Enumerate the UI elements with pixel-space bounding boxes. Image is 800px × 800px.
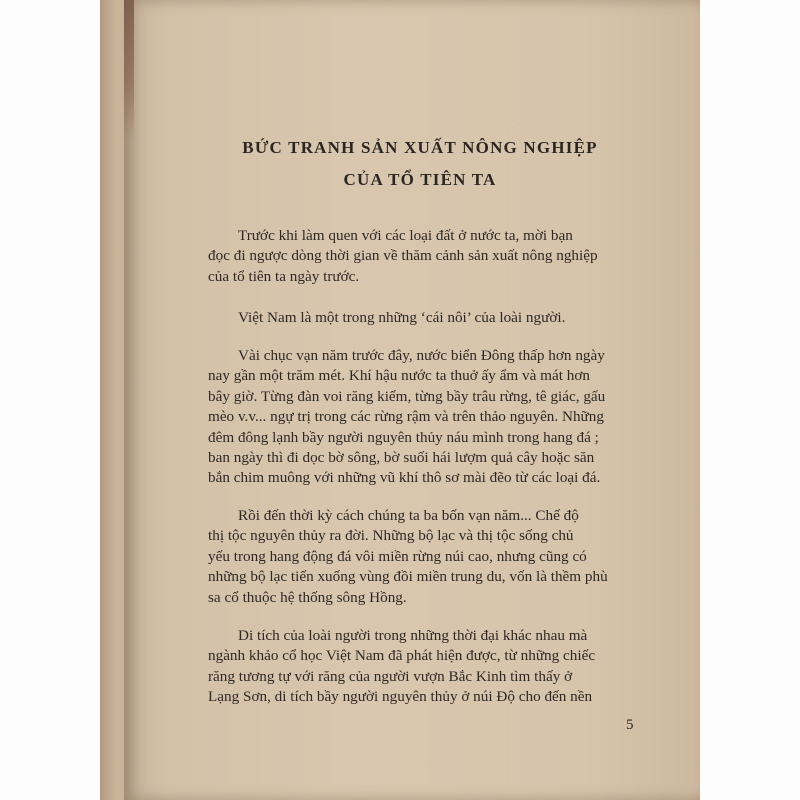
text-line: Việt Nam là một trong những ‘cái nôi’ của loài người.	[238, 309, 566, 326]
text-line: ban ngày thì đi dọc bờ sông, bờ suối hái lượm quả cây hoặc săn	[208, 449, 595, 467]
text-line: đêm đông lạnh bầy người nguyên thủy náu mình trong hang đá ;	[208, 428, 599, 446]
text-line: Trước khi làm quen với các loại đất ở nước ta, mời bạn	[238, 227, 573, 244]
paragraph-1	[208, 226, 658, 287]
paragraph-3	[208, 346, 658, 489]
text-line: ngành khảo cổ học Việt Nam đã phát hiện được, từ những chiếc	[208, 647, 596, 665]
text-line: Vài chục vạn năm trước đây, nước biển Đông thấp hơn ngày	[238, 347, 605, 364]
text-line: nay gần một trăm mét. Khí hậu nước ta thuở ấy ẩm và mát hơn	[208, 367, 590, 385]
text-line: của tổ tiên ta ngày trước.	[208, 267, 360, 285]
text-line: Lạng Sơn, di tích bầy người nguyên thủy ở núi Độ cho đến nền	[208, 688, 593, 706]
spine-shadow	[124, 0, 134, 140]
chapter-title-line-2: CỦA TỔ TIÊN TA	[343, 170, 497, 189]
chapter-title-line-1: BỨC TRANH SẢN XUẤT NÔNG NGHIỆP	[242, 138, 598, 157]
text-line: sa cổ thuộc hệ thống sông Hồng.	[208, 588, 407, 606]
paragraph-5	[208, 626, 658, 708]
text-line: yếu trong hang động đá vôi miền rừng núi cao, nhưng cũng có	[208, 547, 587, 565]
text-line: đọc đi ngược dòng thời gian về thăm cảnh sản xuất nông nghiệp	[208, 247, 598, 265]
paragraph-4	[208, 506, 658, 608]
text-line: những bộ lạc tiến xuống vùng đồi miền trung du, vốn là thềm phù	[208, 568, 608, 586]
text-line: Rồi đến thời kỳ cách chúng ta ba bốn vạn năm... Chế độ	[238, 507, 579, 524]
text-line: Di tích của loài người trong những thời đại khác nhau mà	[238, 627, 588, 644]
text-line: bắn chim muông với những vũ khí thô sơ mài đẽo từ các loại đá.	[208, 469, 601, 487]
paragraph-2	[208, 308, 658, 328]
text-line: răng tương tự với răng của người vượn Bắc Kinh tìm thấy ở	[208, 667, 573, 685]
text-line: thị tộc nguyên thủy ra đời. Những bộ lạc và thị tộc sống chủ	[208, 527, 574, 545]
text-line: mèo v.v... ngự trị trong các rừng rậm và trên thảo nguyên. Những	[208, 408, 604, 426]
page-number: 5	[626, 717, 634, 733]
text-line: bây giờ. Từng đàn voi răng kiếm, từng bầy trâu rừng, tê giác, gấu	[208, 387, 606, 405]
